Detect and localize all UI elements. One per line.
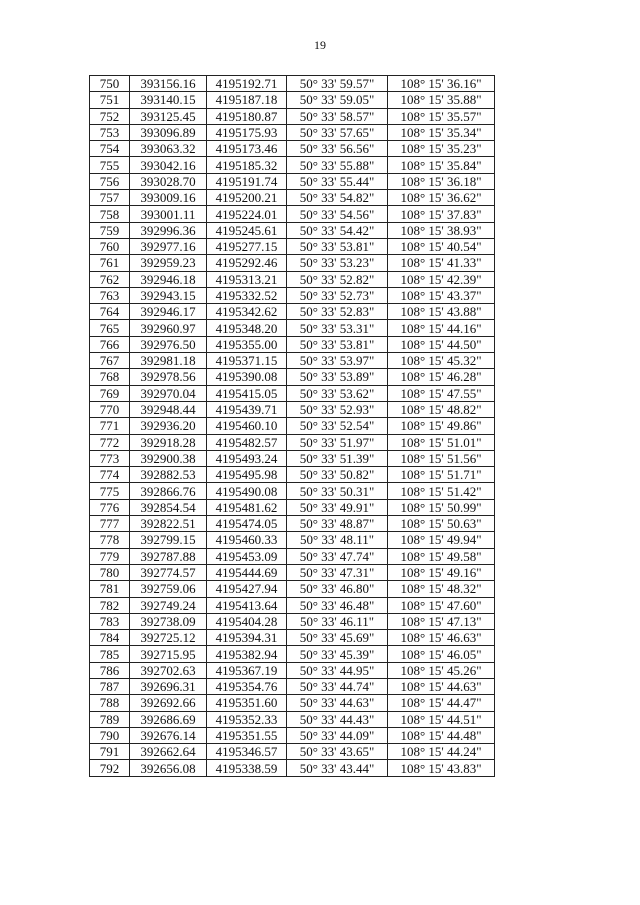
- point-number-cell: 777: [90, 516, 130, 532]
- table-row: [90, 304, 495, 320]
- table-row: [90, 353, 495, 369]
- x-coordinate-cell: 392970.04: [130, 385, 207, 401]
- longitude-cell: 108° 15' 44.50": [388, 336, 495, 352]
- latitude-cell: 50° 33' 43.44": [287, 760, 388, 776]
- coordinates-table: [89, 75, 495, 777]
- point-number-cell: 770: [90, 401, 130, 417]
- y-coordinate-cell: 4195173.46: [207, 141, 287, 157]
- point-number-cell: 754: [90, 141, 130, 157]
- latitude-cell: 50° 33' 52.54": [287, 418, 388, 434]
- point-number-cell: 784: [90, 630, 130, 646]
- point-number-cell: 752: [90, 108, 130, 124]
- x-coordinate-cell: 392749.24: [130, 597, 207, 613]
- x-coordinate-cell: 393156.16: [130, 76, 207, 92]
- point-number-cell: 773: [90, 450, 130, 466]
- latitude-cell: 50° 33' 45.39": [287, 646, 388, 662]
- y-coordinate-cell: 4195444.69: [207, 564, 287, 580]
- x-coordinate-cell: 393028.70: [130, 173, 207, 189]
- table-row: [90, 467, 495, 483]
- point-number-cell: 756: [90, 173, 130, 189]
- y-coordinate-cell: 4195390.08: [207, 369, 287, 385]
- x-coordinate-cell: 392715.95: [130, 646, 207, 662]
- y-coordinate-cell: 4195413.64: [207, 597, 287, 613]
- y-coordinate-cell: 4195348.20: [207, 320, 287, 336]
- x-coordinate-cell: 392918.28: [130, 434, 207, 450]
- x-coordinate-cell: 392692.66: [130, 695, 207, 711]
- longitude-cell: 108° 15' 47.60": [388, 597, 495, 613]
- x-coordinate-cell: 392822.51: [130, 516, 207, 532]
- table-row: [90, 564, 495, 580]
- table-row: [90, 418, 495, 434]
- latitude-cell: 50° 33' 44.63": [287, 695, 388, 711]
- x-coordinate-cell: 392774.57: [130, 564, 207, 580]
- point-number-cell: 785: [90, 646, 130, 662]
- longitude-cell: 108° 15' 47.13": [388, 613, 495, 629]
- table-row: [90, 271, 495, 287]
- latitude-cell: 50° 33' 56.56": [287, 141, 388, 157]
- longitude-cell: 108° 15' 36.18": [388, 173, 495, 189]
- table-row: [90, 532, 495, 548]
- latitude-cell: 50° 33' 53.62": [287, 385, 388, 401]
- latitude-cell: 50° 33' 55.44": [287, 173, 388, 189]
- table-row: [90, 434, 495, 450]
- longitude-cell: 108° 15' 46.05": [388, 646, 495, 662]
- latitude-cell: 50° 33' 47.31": [287, 564, 388, 580]
- latitude-cell: 50° 33' 53.31": [287, 320, 388, 336]
- point-number-cell: 790: [90, 727, 130, 743]
- longitude-cell: 108° 15' 38.93": [388, 222, 495, 238]
- x-coordinate-cell: 392738.09: [130, 613, 207, 629]
- longitude-cell: 108° 15' 49.16": [388, 564, 495, 580]
- x-coordinate-cell: 393140.15: [130, 92, 207, 108]
- table-row: [90, 597, 495, 613]
- x-coordinate-cell: 392959.23: [130, 255, 207, 271]
- longitude-cell: 108° 15' 48.32": [388, 581, 495, 597]
- table-row: [90, 727, 495, 743]
- longitude-cell: 108° 15' 49.94": [388, 532, 495, 548]
- y-coordinate-cell: 4195490.08: [207, 483, 287, 499]
- latitude-cell: 50° 33' 55.88": [287, 157, 388, 173]
- point-number-cell: 766: [90, 336, 130, 352]
- latitude-cell: 50° 33' 45.69": [287, 630, 388, 646]
- table-row: [90, 613, 495, 629]
- table-row: [90, 516, 495, 532]
- latitude-cell: 50° 33' 49.91": [287, 499, 388, 515]
- latitude-cell: 50° 33' 52.83": [287, 304, 388, 320]
- longitude-cell: 108° 15' 51.01": [388, 434, 495, 450]
- x-coordinate-cell: 392946.17: [130, 304, 207, 320]
- longitude-cell: 108° 15' 44.24": [388, 744, 495, 760]
- point-number-cell: 792: [90, 760, 130, 776]
- table-row: [90, 499, 495, 515]
- point-number-cell: 759: [90, 222, 130, 238]
- point-number-cell: 786: [90, 662, 130, 678]
- x-coordinate-cell: 393001.11: [130, 206, 207, 222]
- longitude-cell: 108° 15' 47.55": [388, 385, 495, 401]
- longitude-cell: 108° 15' 43.88": [388, 304, 495, 320]
- y-coordinate-cell: 4195292.46: [207, 255, 287, 271]
- point-number-cell: 782: [90, 597, 130, 613]
- longitude-cell: 108° 15' 45.32": [388, 353, 495, 369]
- point-number-cell: 762: [90, 271, 130, 287]
- y-coordinate-cell: 4195351.60: [207, 695, 287, 711]
- x-coordinate-cell: 393096.89: [130, 124, 207, 140]
- latitude-cell: 50° 33' 53.23": [287, 255, 388, 271]
- y-coordinate-cell: 4195342.62: [207, 304, 287, 320]
- table-row: [90, 744, 495, 760]
- point-number-cell: 767: [90, 353, 130, 369]
- table-row: [90, 369, 495, 385]
- y-coordinate-cell: 4195277.15: [207, 238, 287, 254]
- longitude-cell: 108° 15' 48.82": [388, 401, 495, 417]
- x-coordinate-cell: 392900.38: [130, 450, 207, 466]
- x-coordinate-cell: 392787.88: [130, 548, 207, 564]
- point-number-cell: 757: [90, 190, 130, 206]
- latitude-cell: 50° 33' 53.81": [287, 336, 388, 352]
- longitude-cell: 108° 15' 51.56": [388, 450, 495, 466]
- table-row: [90, 320, 495, 336]
- latitude-cell: 50° 33' 43.65": [287, 744, 388, 760]
- longitude-cell: 108° 15' 44.63": [388, 678, 495, 694]
- latitude-cell: 50° 33' 48.87": [287, 516, 388, 532]
- point-number-cell: 753: [90, 124, 130, 140]
- latitude-cell: 50° 33' 52.73": [287, 287, 388, 303]
- latitude-cell: 50° 33' 44.95": [287, 662, 388, 678]
- longitude-cell: 108° 15' 44.47": [388, 695, 495, 711]
- y-coordinate-cell: 4195185.32: [207, 157, 287, 173]
- x-coordinate-cell: 393063.32: [130, 141, 207, 157]
- point-number-cell: 775: [90, 483, 130, 499]
- y-coordinate-cell: 4195394.31: [207, 630, 287, 646]
- table-row: [90, 711, 495, 727]
- table-row: [90, 124, 495, 140]
- point-number-cell: 755: [90, 157, 130, 173]
- point-number-cell: 791: [90, 744, 130, 760]
- table-row: [90, 695, 495, 711]
- latitude-cell: 50° 33' 51.39": [287, 450, 388, 466]
- latitude-cell: 50° 33' 46.11": [287, 613, 388, 629]
- longitude-cell: 108° 15' 46.28": [388, 369, 495, 385]
- x-coordinate-cell: 392976.50: [130, 336, 207, 352]
- y-coordinate-cell: 4195474.05: [207, 516, 287, 532]
- x-coordinate-cell: 392996.36: [130, 222, 207, 238]
- y-coordinate-cell: 4195245.61: [207, 222, 287, 238]
- table-row: [90, 92, 495, 108]
- y-coordinate-cell: 4195200.21: [207, 190, 287, 206]
- y-coordinate-cell: 4195460.10: [207, 418, 287, 434]
- latitude-cell: 50° 33' 54.56": [287, 206, 388, 222]
- coordinates-table-body: [90, 76, 495, 777]
- point-number-cell: 761: [90, 255, 130, 271]
- longitude-cell: 108° 15' 44.48": [388, 727, 495, 743]
- x-coordinate-cell: 392943.15: [130, 287, 207, 303]
- y-coordinate-cell: 4195493.24: [207, 450, 287, 466]
- table-row: [90, 385, 495, 401]
- y-coordinate-cell: 4195332.52: [207, 287, 287, 303]
- table-row: [90, 173, 495, 189]
- latitude-cell: 50° 33' 51.97": [287, 434, 388, 450]
- latitude-cell: 50° 33' 47.74": [287, 548, 388, 564]
- x-coordinate-cell: 392981.18: [130, 353, 207, 369]
- table-row: [90, 287, 495, 303]
- y-coordinate-cell: 4195367.19: [207, 662, 287, 678]
- longitude-cell: 108° 15' 41.33": [388, 255, 495, 271]
- point-number-cell: 769: [90, 385, 130, 401]
- point-number-cell: 768: [90, 369, 130, 385]
- y-coordinate-cell: 4195482.57: [207, 434, 287, 450]
- x-coordinate-cell: 392759.06: [130, 581, 207, 597]
- latitude-cell: 50° 33' 57.65": [287, 124, 388, 140]
- latitude-cell: 50° 33' 50.82": [287, 467, 388, 483]
- y-coordinate-cell: 4195404.28: [207, 613, 287, 629]
- longitude-cell: 108° 15' 35.57": [388, 108, 495, 124]
- point-number-cell: 787: [90, 678, 130, 694]
- table-row: [90, 141, 495, 157]
- table-row: [90, 646, 495, 662]
- y-coordinate-cell: 4195355.00: [207, 336, 287, 352]
- point-number-cell: 771: [90, 418, 130, 434]
- x-coordinate-cell: 392854.54: [130, 499, 207, 515]
- y-coordinate-cell: 4195224.01: [207, 206, 287, 222]
- y-coordinate-cell: 4195453.09: [207, 548, 287, 564]
- latitude-cell: 50° 33' 58.57": [287, 108, 388, 124]
- longitude-cell: 108° 15' 40.54": [388, 238, 495, 254]
- latitude-cell: 50° 33' 59.05": [287, 92, 388, 108]
- x-coordinate-cell: 392866.76: [130, 483, 207, 499]
- x-coordinate-cell: 392676.14: [130, 727, 207, 743]
- longitude-cell: 108° 15' 51.71": [388, 467, 495, 483]
- point-number-cell: 778: [90, 532, 130, 548]
- y-coordinate-cell: 4195351.55: [207, 727, 287, 743]
- longitude-cell: 108° 15' 35.84": [388, 157, 495, 173]
- point-number-cell: 750: [90, 76, 130, 92]
- point-number-cell: 763: [90, 287, 130, 303]
- y-coordinate-cell: 4195415.05: [207, 385, 287, 401]
- y-coordinate-cell: 4195460.33: [207, 532, 287, 548]
- x-coordinate-cell: 392662.64: [130, 744, 207, 760]
- longitude-cell: 108° 15' 49.58": [388, 548, 495, 564]
- table-row: [90, 206, 495, 222]
- longitude-cell: 108° 15' 35.23": [388, 141, 495, 157]
- table-row: [90, 678, 495, 694]
- table-row: [90, 401, 495, 417]
- table-row: [90, 336, 495, 352]
- longitude-cell: 108° 15' 50.99": [388, 499, 495, 515]
- y-coordinate-cell: 4195180.87: [207, 108, 287, 124]
- table-row: [90, 548, 495, 564]
- longitude-cell: 108° 15' 42.39": [388, 271, 495, 287]
- y-coordinate-cell: 4195382.94: [207, 646, 287, 662]
- x-coordinate-cell: 392960.97: [130, 320, 207, 336]
- table-row: [90, 222, 495, 238]
- x-coordinate-cell: 392948.44: [130, 401, 207, 417]
- point-number-cell: 789: [90, 711, 130, 727]
- table-row: [90, 581, 495, 597]
- x-coordinate-cell: 392725.12: [130, 630, 207, 646]
- x-coordinate-cell: 392656.08: [130, 760, 207, 776]
- latitude-cell: 50° 33' 44.43": [287, 711, 388, 727]
- longitude-cell: 108° 15' 44.51": [388, 711, 495, 727]
- y-coordinate-cell: 4195191.74: [207, 173, 287, 189]
- table-row: [90, 157, 495, 173]
- x-coordinate-cell: 392696.31: [130, 678, 207, 694]
- longitude-cell: 108° 15' 36.62": [388, 190, 495, 206]
- y-coordinate-cell: 4195427.94: [207, 581, 287, 597]
- y-coordinate-cell: 4195495.98: [207, 467, 287, 483]
- table-row: [90, 255, 495, 271]
- longitude-cell: 108° 15' 46.63": [388, 630, 495, 646]
- point-number-cell: 774: [90, 467, 130, 483]
- latitude-cell: 50° 33' 46.80": [287, 581, 388, 597]
- table-row: [90, 450, 495, 466]
- table-row: [90, 662, 495, 678]
- point-number-cell: 764: [90, 304, 130, 320]
- y-coordinate-cell: 4195352.33: [207, 711, 287, 727]
- point-number-cell: 758: [90, 206, 130, 222]
- page-number: 19: [314, 38, 326, 52]
- latitude-cell: 50° 33' 53.81": [287, 238, 388, 254]
- latitude-cell: 50° 33' 59.57": [287, 76, 388, 92]
- x-coordinate-cell: 393042.16: [130, 157, 207, 173]
- table-row: [90, 108, 495, 124]
- longitude-cell: 108° 15' 49.86": [388, 418, 495, 434]
- latitude-cell: 50° 33' 50.31": [287, 483, 388, 499]
- latitude-cell: 50° 33' 54.82": [287, 190, 388, 206]
- latitude-cell: 50° 33' 44.09": [287, 727, 388, 743]
- x-coordinate-cell: 392936.20: [130, 418, 207, 434]
- y-coordinate-cell: 4195313.21: [207, 271, 287, 287]
- longitude-cell: 108° 15' 43.83": [388, 760, 495, 776]
- longitude-cell: 108° 15' 36.16": [388, 76, 495, 92]
- point-number-cell: 781: [90, 581, 130, 597]
- table-row: [90, 190, 495, 206]
- latitude-cell: 50° 33' 52.93": [287, 401, 388, 417]
- y-coordinate-cell: 4195371.15: [207, 353, 287, 369]
- longitude-cell: 108° 15' 43.37": [388, 287, 495, 303]
- y-coordinate-cell: 4195346.57: [207, 744, 287, 760]
- y-coordinate-cell: 4195192.71: [207, 76, 287, 92]
- table-row: [90, 238, 495, 254]
- table-row: [90, 630, 495, 646]
- point-number-cell: 765: [90, 320, 130, 336]
- x-coordinate-cell: 392882.53: [130, 467, 207, 483]
- x-coordinate-cell: 393009.16: [130, 190, 207, 206]
- y-coordinate-cell: 4195187.18: [207, 92, 287, 108]
- x-coordinate-cell: 392702.63: [130, 662, 207, 678]
- point-number-cell: 772: [90, 434, 130, 450]
- longitude-cell: 108° 15' 35.34": [388, 124, 495, 140]
- x-coordinate-cell: 392978.56: [130, 369, 207, 385]
- point-number-cell: 783: [90, 613, 130, 629]
- latitude-cell: 50° 33' 44.74": [287, 678, 388, 694]
- y-coordinate-cell: 4195354.76: [207, 678, 287, 694]
- point-number-cell: 788: [90, 695, 130, 711]
- latitude-cell: 50° 33' 53.89": [287, 369, 388, 385]
- table-row: [90, 760, 495, 776]
- latitude-cell: 50° 33' 46.48": [287, 597, 388, 613]
- longitude-cell: 108° 15' 44.16": [388, 320, 495, 336]
- point-number-cell: 776: [90, 499, 130, 515]
- point-number-cell: 779: [90, 548, 130, 564]
- y-coordinate-cell: 4195439.71: [207, 401, 287, 417]
- latitude-cell: 50° 33' 48.11": [287, 532, 388, 548]
- latitude-cell: 50° 33' 53.97": [287, 353, 388, 369]
- longitude-cell: 108° 15' 50.63": [388, 516, 495, 532]
- x-coordinate-cell: 392799.15: [130, 532, 207, 548]
- point-number-cell: 751: [90, 92, 130, 108]
- y-coordinate-cell: 4195175.93: [207, 124, 287, 140]
- x-coordinate-cell: 392977.16: [130, 238, 207, 254]
- y-coordinate-cell: 4195338.59: [207, 760, 287, 776]
- longitude-cell: 108° 15' 35.88": [388, 92, 495, 108]
- longitude-cell: 108° 15' 51.42": [388, 483, 495, 499]
- longitude-cell: 108° 15' 37.83": [388, 206, 495, 222]
- point-number-cell: 780: [90, 564, 130, 580]
- latitude-cell: 50° 33' 52.82": [287, 271, 388, 287]
- x-coordinate-cell: 392686.69: [130, 711, 207, 727]
- longitude-cell: 108° 15' 45.26": [388, 662, 495, 678]
- x-coordinate-cell: 393125.45: [130, 108, 207, 124]
- x-coordinate-cell: 392946.18: [130, 271, 207, 287]
- table-row: [90, 76, 495, 92]
- y-coordinate-cell: 4195481.62: [207, 499, 287, 515]
- point-number-cell: 760: [90, 238, 130, 254]
- table-row: [90, 483, 495, 499]
- latitude-cell: 50° 33' 54.42": [287, 222, 388, 238]
